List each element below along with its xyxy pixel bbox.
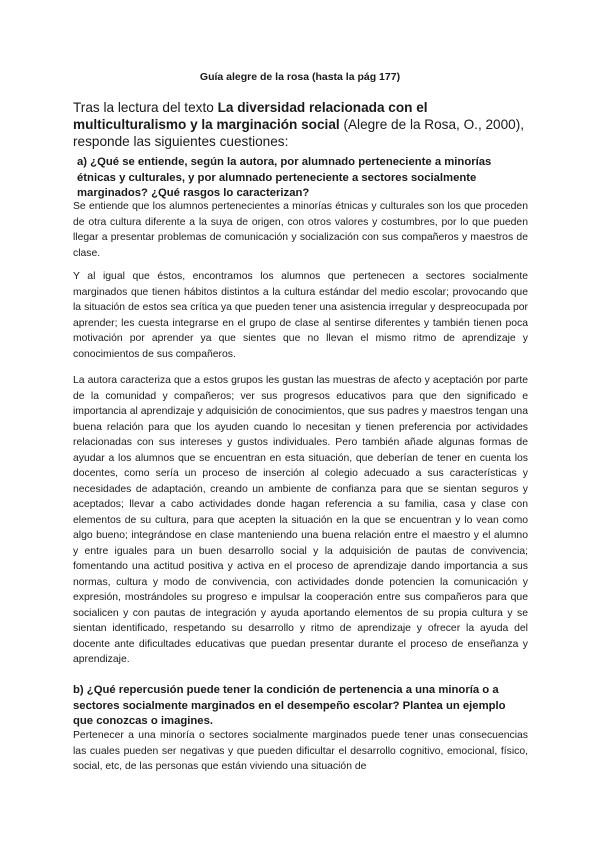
question-b [73,683,513,730]
document-title: Guía alegre de la rosa (hasta la pág 177) [199,71,401,83]
question-a: a) ¿Qué se entiende, según la autora, por alumnado perteneciente a minorías étnicas y culturales, y por alumnado perteneciente a sectores socialmente marginados? ¿Qué rasgos lo caracterizan? [77,156,492,199]
answer-a-paragraph-2: Y al igual que éstos, encontramos los alumnos que pertenecen a sectores socialmente marginados que tienen hábitos distintos a la cultura estándar del medio escolar; provocando que la situación de estos sea crítica ya que pueden tener una asistencia irregular y despreocupada por aprender; les cuesta integrarse en el grupo de clase al sentirse diferentes y también tienen poca motivación por aprender ya que sientes que no llevan el mismo ritmo de aprendizaje y conocimientos de sus compañeros. [73,271,528,360]
answer-b-paragraph: Pertenecer a una minoría o sectores socialmente marginados puede tener unas consecuencias las cuales pueden ser negativas y que pueden dificultar el desarrollo cognitivo, emocional, físico, social, etc, de las personas que están viviendo una situación de [73,730,528,772]
intro-work-title: La diversidad relacionada con el multiculturalismo y la marginación social [73,100,428,132]
question-b-part1: b) ¿Qué repercusión puede tener la condición de pertenencia a una minoría o a sectores socialmente marginados en el desempeño escolar? Plantea un ejemplo [73,684,506,712]
intro-prefix: Tras la lectura del texto [73,100,218,115]
intro-suffix: (Alegre de la Rosa, O., 2000), responde las siguientes cuestiones: [73,117,525,149]
intro-paragraph [73,99,533,150]
answer-a-paragraph-1: Se entiende que los alumnos pertenecientes a minorías étnicas y culturales son los que proceden de otra cultura diferente a la suya de origen, con otros valores y costumbres, por lo que pueden llegar a presentar problemas de comunicación y socialización con sus compañeros y maestros de clase. [73,201,528,259]
answer-a-paragraph-3: La autora caracteriza que a estos grupos les gustan las muestras de afecto y aceptación por parte de la comunidad y compañeros; ver sus progresos educativos para que den significado e importancia al aprendizaje y adquisición de conocimientos, que sus padres y maestros tengan una buena relación para que los ayuden cuando lo necesitan y tienen preferencia por actividades relacionadas con sus intereses y gustos individuales. Pero también añade algunas formas de ayudar a los alumnos que se encuentran en esta situación, que deberían de tener en cuenta los docentes, como sería un proceso de inserción al colegio adecuado a sus características y necesidades de adaptación, creando un ambiente de confianza para que se sientan seguros y aceptados; llevar a cabo actividades donde hagan referencia a su familia, casa y clase con elementos de su cultura, para que acepten la situación en la que se encuentran y lo vean como algo bueno; integrándose en clase manteniendo una buena relación entre el maestro y el alumno y entre iguales para un buen desarrollo social y la adquisición de pautas de convivencia; fomentando una actitud positiva y activa en el proceso de aprendizaje dando importancia a sus normas, cultura y modo de convivencia, con actividades donde potencien la comunicación y expresión, mostrándoles su progreso e impulsar la cooperación entre sus compañeros para que socialicen y con pautas de integración y ayuda aportando elementos de su propia cultura y se sientan identificado, respetando su desarrollo y ritmo de aprendizaje y ofrecer la ayuda del docente ante dificultades educativas que puedan presentar durante el proceso de enseñanza y aprendizaje. [73,375,528,665]
question-b-part2: que conozcas o imagines. [73,715,213,727]
